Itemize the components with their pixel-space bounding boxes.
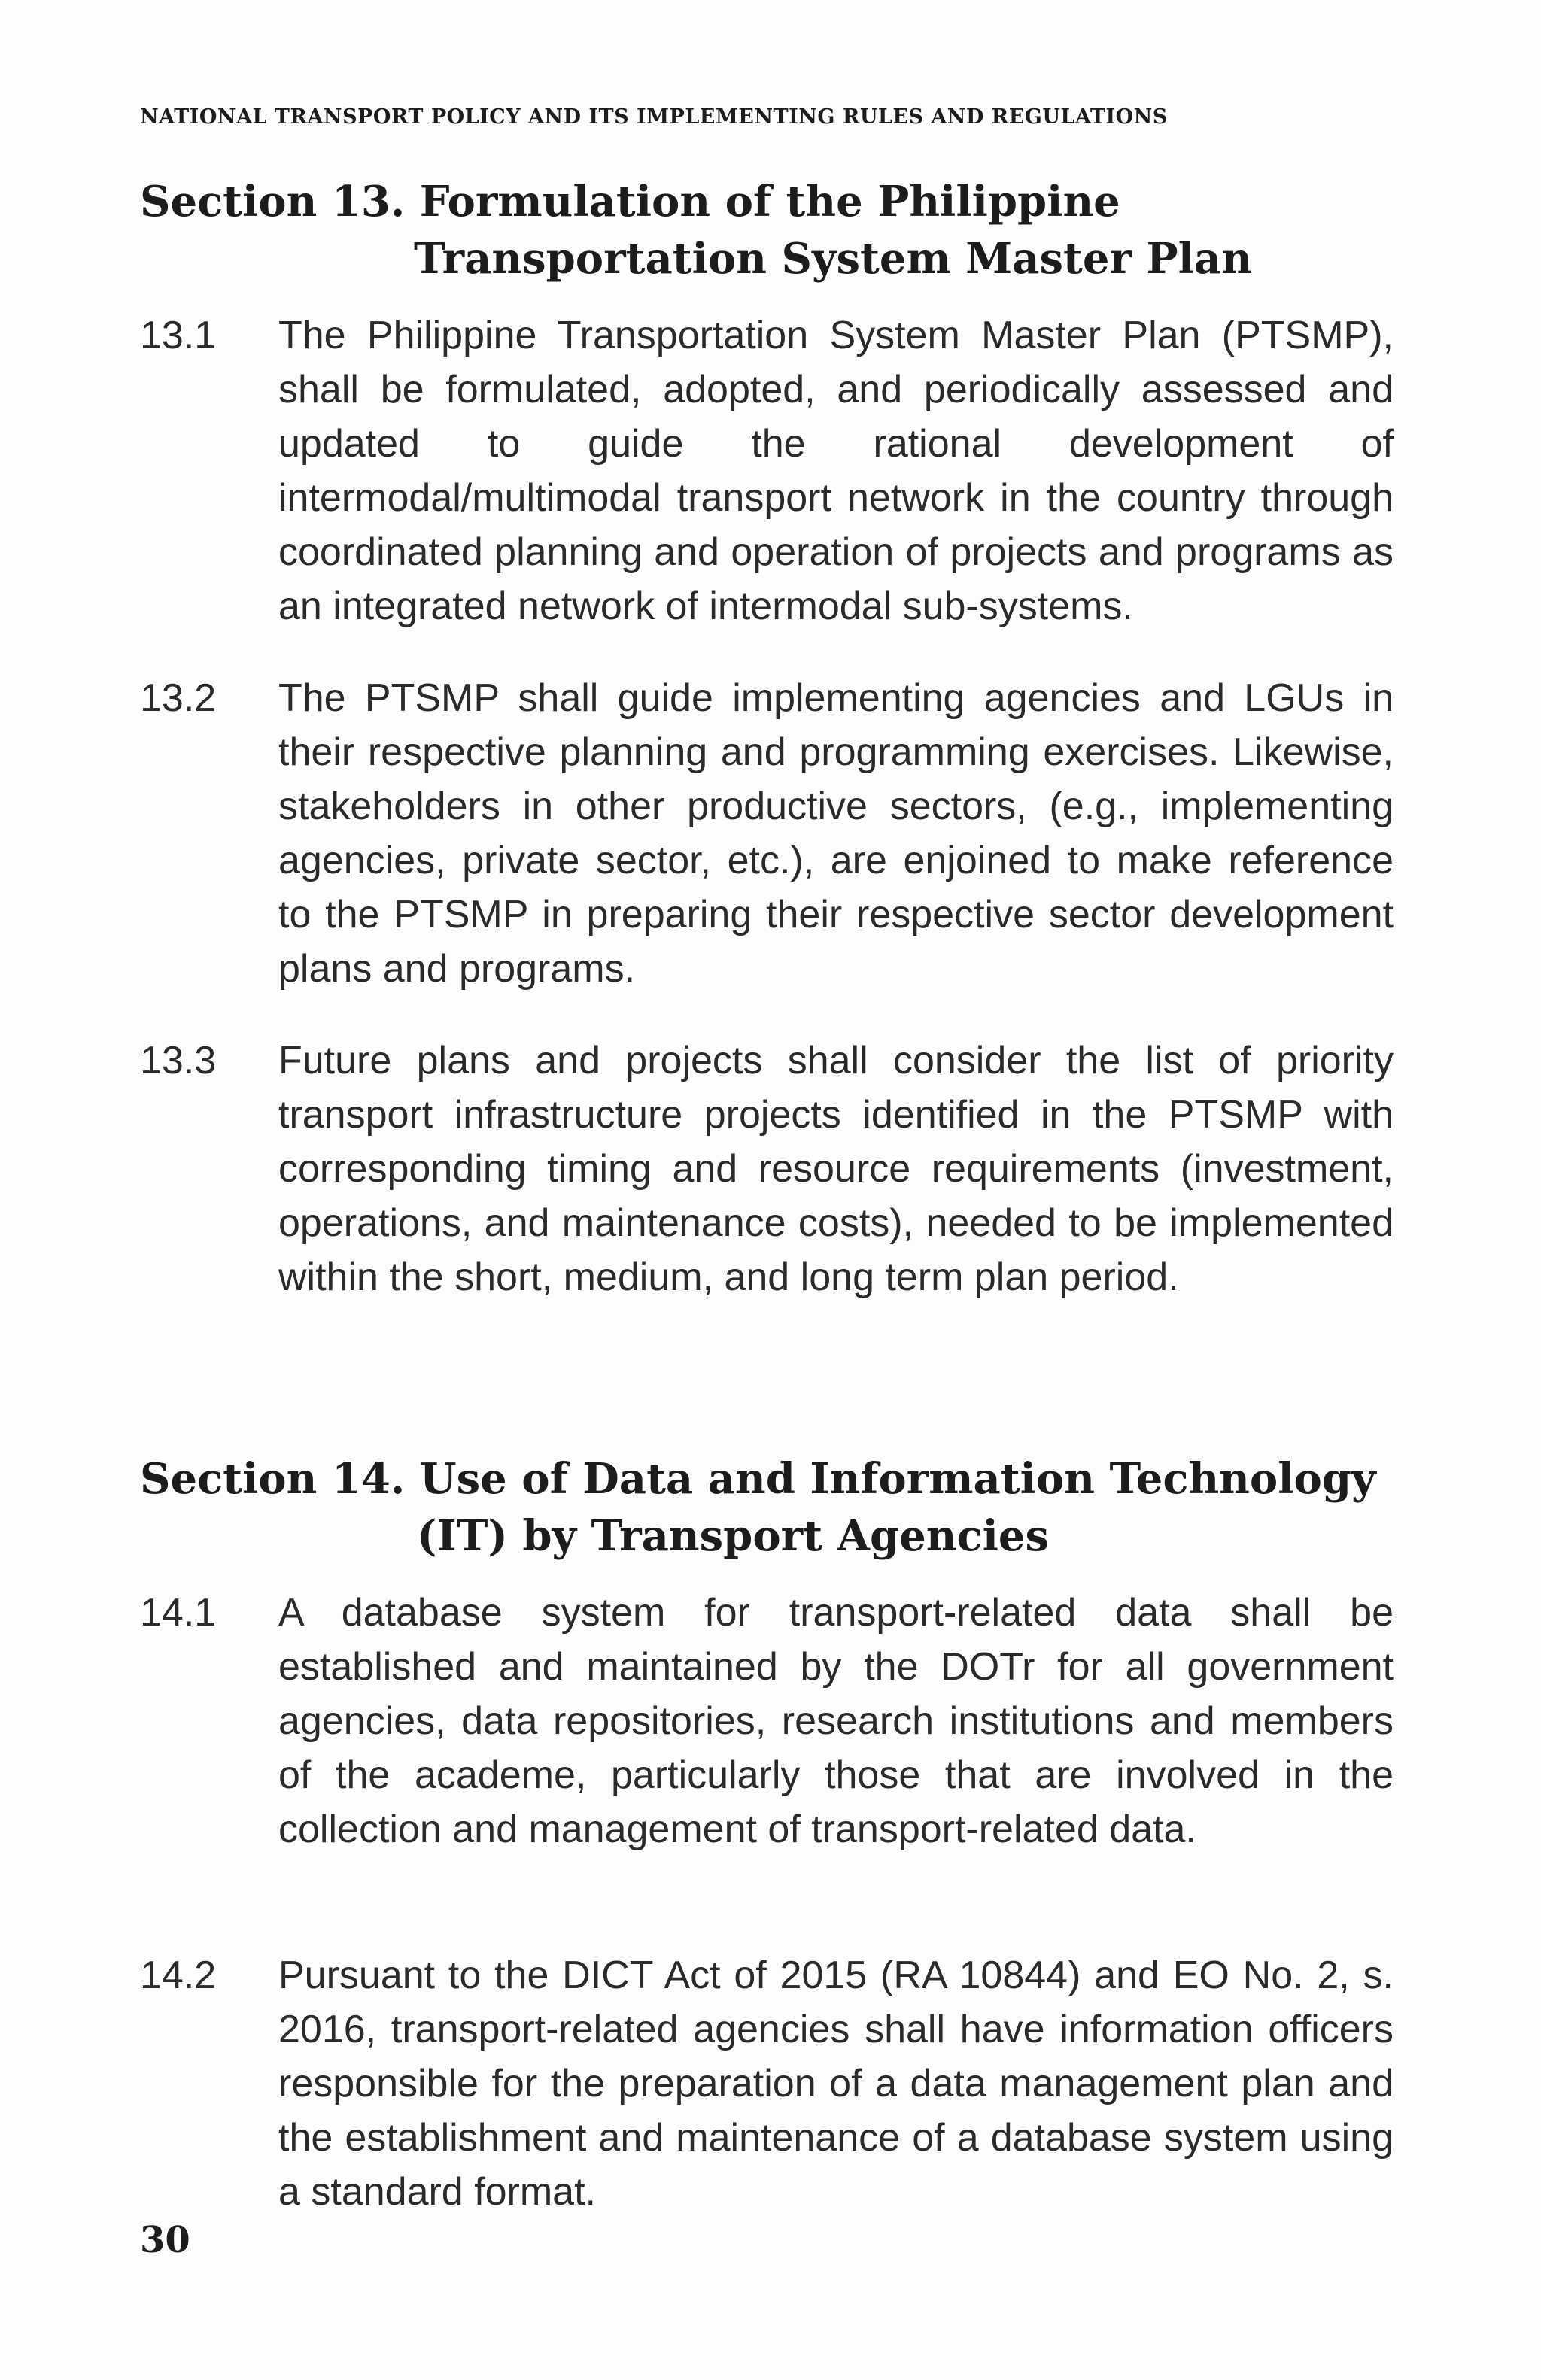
section-13-heading bbox=[140, 173, 1397, 287]
clause-14-2 bbox=[140, 1948, 1394, 2219]
clause-13-1 bbox=[140, 308, 1394, 633]
clause-text: Future plans and projects shall consider the list of priority transport infrastructure projects identified in the PTSMP with corresponding timing and resource requirements (investment, operations, and maintenance costs), needed to be implemented within the short, medium, and long term plan period. bbox=[278, 1039, 1394, 1299]
section-14-title-line2: (IT) by Transport Agencies bbox=[417, 1511, 1050, 1561]
clause-text: Pursuant to the DICT Act of 2015 (RA 10844) and EO No. 2, s. 2016, transport-related agencies shall have information officers responsible for the preparation of a data management plan and the establishment and maintenance of a database system using a standard format. bbox=[278, 1953, 1394, 2214]
clause-number: 13.1 bbox=[140, 314, 217, 357]
section-13-title-line1: Section 13. Formulation of the Philippine bbox=[140, 177, 1120, 226]
clause-13-3 bbox=[140, 1034, 1394, 1304]
clause-text: The Philippine Transportation System Master Plan (PTSMP), shall be formulated, adopted, and periodically assessed and updated to guide the rational development of intermodal/multimodal transport network in the country through coordinated planning and operation of projects and programs as an integrated network of intermodal sub-systems. bbox=[278, 314, 1394, 628]
section-14-heading bbox=[140, 1450, 1397, 1565]
section-14-title-line1: Section 14. Use of Data and Information Technology bbox=[140, 1454, 1376, 1504]
clause-13-2 bbox=[140, 671, 1394, 996]
clause-number: 14.2 bbox=[140, 1953, 217, 1997]
clause-text: The PTSMP shall guide implementing agencies and LGUs in their respective planning and programming exercises. Likewise, stakeholders in other productive sectors, (e.g., implementing agencies, private sector, etc.), are enjoined to make reference to the PTSMP in preparing their respective sector development plans and programs. bbox=[278, 676, 1394, 991]
running-header: NATIONAL TRANSPORT POLICY AND ITS IMPLEMENTING RULES AND REGULATIONS bbox=[140, 105, 1168, 129]
clause-14-1 bbox=[140, 1586, 1394, 1856]
section-13-title-line2: Transportation System Master Plan bbox=[414, 234, 1252, 284]
clause-number: 13.2 bbox=[140, 676, 217, 720]
clause-text: A database system for transport-related data shall be established and maintained by the DOTr for all government agencies, data repositories, research institutions and members of the academe, particularly those that are involved in the collection and management of transport-related data. bbox=[278, 1591, 1394, 1851]
page-number: 30 bbox=[140, 2219, 190, 2261]
clause-number: 13.3 bbox=[140, 1039, 217, 1082]
clause-number: 14.1 bbox=[140, 1591, 217, 1635]
